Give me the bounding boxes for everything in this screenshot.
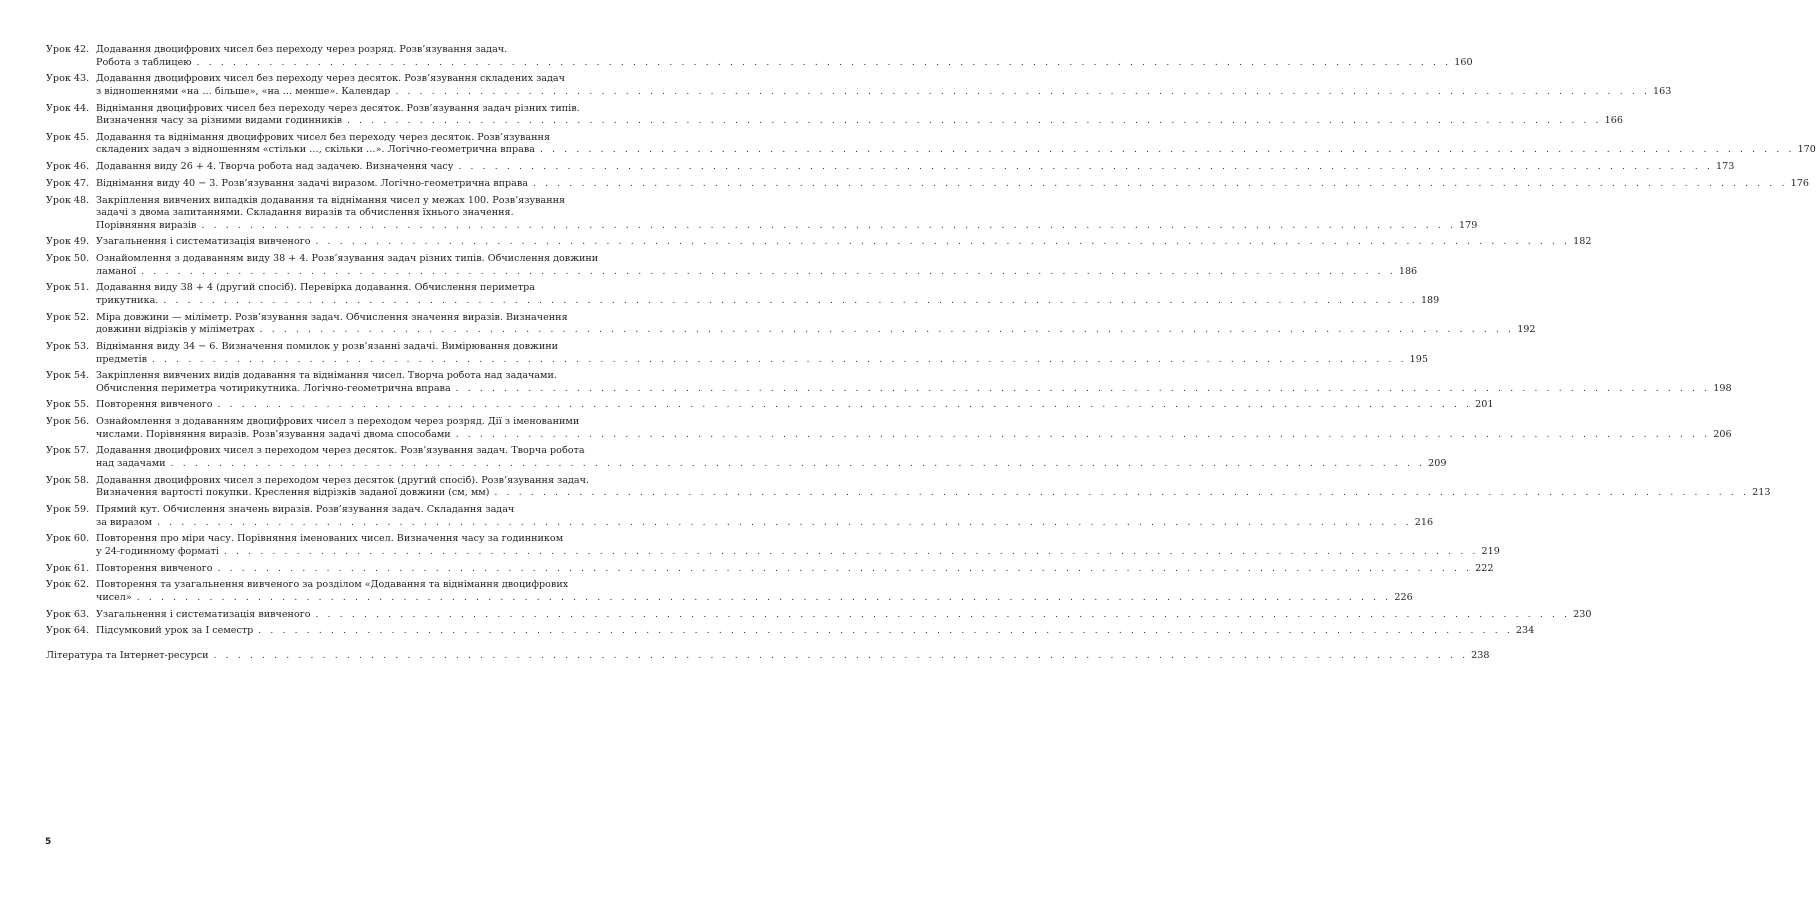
lesson-title — [96, 445, 1447, 470]
lesson-title-line: Додавання виду 26 + 4. Творча робота над задачею. Визначення часу — [96, 161, 454, 173]
lesson-title — [96, 177, 1809, 191]
lesson-title-last-line — [96, 399, 1494, 412]
lesson-title-last-line — [96, 591, 1413, 605]
lesson-title-last-line — [96, 236, 1592, 249]
lesson-title — [96, 282, 1440, 307]
lesson-number: Урок 60. — [46, 533, 90, 545]
page-number: 189 — [1420, 294, 1440, 306]
lesson-title-line: Закріплення вивчених випадків додавання та віднімання чисел у межах 100. Розв’язування — [96, 194, 566, 206]
lesson-number: Урок 48. — [46, 194, 90, 206]
lesson-title-line: Закріплення вивчених видів додавання та віднімання чисел. Творча робота над задачами. — [96, 370, 557, 382]
dot-leader: . . . . . . . . . . . . . . . . . . . . . . . . . . . . . . . . . . . . . . . . . . . . . . . . . . . . . . . . . . . . . . . . . . . . . . . . . . . . . . . . . . . . . . . . . . . . . . . . . . . . . . . . — [258, 626, 1513, 637]
lesson-number: Урок 43. — [46, 73, 90, 85]
page-number: 230 — [1573, 608, 1592, 620]
toc-entry — [46, 44, 1473, 69]
lesson-title-last-line — [96, 353, 1428, 367]
lesson-number: Урок 57. — [46, 445, 90, 457]
lesson-number: Урок 44. — [46, 102, 90, 114]
page-number: 192 — [1517, 324, 1536, 336]
dot-leader: . . . . . . . . . . . . . . . . . . . . . . . . . . . . . . . . . . . . . . . . . . . . . . . . . . . . . . . . . . . . . . . . . . . . . . . . . . . . . . . . . . . . . . . . . . . . . . . . . . . . . . . . — [395, 86, 1651, 97]
page-number: 226 — [1394, 591, 1413, 603]
lesson-title-line: Обчислення периметра чотирикутника. Логічно-геометрична вправа — [96, 382, 451, 394]
lesson-title-last-line — [96, 294, 1440, 308]
dot-leader: . . . . . . . . . . . . . . . . . . . . . . . . . . . . . . . . . . . . . . . . . . . . . . . . . . . . . . . . . . . . . . . . . . . . . . . . . . . . . . . . . . . . . . . . . . . . . . . . . . . . . . . . — [315, 609, 1571, 620]
page-number: 170 — [1797, 144, 1816, 156]
lesson-title — [96, 608, 1592, 622]
lesson-title — [96, 504, 1434, 529]
dot-leader: . . . . . . . . . . . . . . . . . . . . . . . . . . . . . . . . . . . . . . . . . . . . . . . . . . . . . . . . . . . . . . . . . . . . . . . . . . . . . . . . . . . . . . . . . . . . . . . . . . . . . . . . — [201, 220, 1457, 231]
dot-leader: . . . . . . . . . . . . . . . . . . . . . . . . . . . . . . . . . . . . . . . . . . . . . . . . . . . . . . . . . . . . . . . . . . . . . . . . . . . . . . . . . . . . . . . . . . . . . . . . . . . . . . . . — [157, 517, 1412, 528]
lesson-title-line: Підсумковий урок за І семестр — [96, 625, 254, 637]
page-number: 179 — [1459, 219, 1478, 231]
toc-entry — [46, 340, 1428, 366]
page-number: 186 — [1398, 265, 1418, 277]
lesson-title-line: предметів — [96, 353, 148, 365]
lesson-number: Урок 45. — [46, 131, 90, 143]
lesson-title — [96, 533, 1500, 558]
lesson-title — [96, 562, 1494, 576]
lesson-number: Урок 62. — [46, 579, 90, 591]
lesson-title-line: Додавання двоцифрових чисел без переходу через розряд. Розв’язування задач. — [96, 44, 508, 55]
lesson-title-line: Додавання двоцифрових чисел без переходу через десяток. Розв’язування складених задач — [96, 73, 565, 85]
lesson-title — [96, 474, 1771, 500]
lesson-title-last-line — [96, 56, 1473, 70]
page-folio: 5 — [45, 837, 52, 847]
page-number: 234 — [1515, 625, 1535, 637]
lesson-title-line: з відношеннями «на … більше», «на … менше». Календар — [96, 85, 391, 97]
lesson-title-line: Узагальнення і систематизація вивченого — [96, 608, 311, 620]
lesson-title-line: Робота з таблицею — [96, 56, 192, 68]
page-number: 198 — [1713, 382, 1732, 394]
lesson-title-last-line — [96, 625, 1535, 638]
page-number: 195 — [1409, 353, 1428, 365]
lesson-number: Урок 42. — [46, 44, 90, 55]
lesson-title-last-line — [96, 487, 1771, 500]
dot-leader: . . . . . . . . . . . . . . . . . . . . . . . . . . . . . . . . . . . . . . . . . . . . . . . . . . . . . . . . . . . . . . . . . . . . . . . . . . . . . . . . . . . . . . . . . . . . . . . . . . . . . . . . — [136, 592, 1392, 603]
lesson-title — [96, 236, 1592, 249]
lesson-number: Урок 53. — [46, 340, 90, 352]
lesson-title — [96, 131, 1816, 157]
dot-leader: . . . . . . . . . . . . . . . . . . . . . . . . . . . . . . . . . . . . . . . . . . . . . . . . . . . . . . . . . . . . . . . . . . . . . . . . . . . . . . . . . . . . . . . . . . . . . . . . . . . . . . . . — [217, 563, 1473, 574]
dot-leader: . . . . . . . . . . . . . . . . . . . . . . . . . . . . . . . . . . . . . . . . . . . . . . . . . . . . . . . . . . . . . . . . . . . . . . . . . . . . . . . . . . . . . . . . . . . . . . . . . . . . . . . . — [458, 162, 1714, 173]
lesson-title-last-line — [96, 144, 1816, 157]
lesson-title-line: у 24-годинному форматі — [96, 545, 219, 557]
dot-leader: . . . . . . . . . . . . . . . . . . . . . . . . . . . . . . . . . . . . . . . . . . . . . . . . . . . . . . . . . . . . . . . . . . . . . . . . . . . . . . . . . . . . . . . . . . . . . . . . . . . . . . . . — [141, 266, 1396, 277]
lesson-title — [96, 161, 1735, 174]
lesson-title-line: Міра довжини — міліметр. Розв’язування задач. Обчислення значення виразів. Визначення — [96, 311, 568, 323]
lesson-title-line: складених задач з відношенням «стільки …, скільки …». Логічно-геометрична вправа — [96, 144, 535, 156]
dot-leader: . . . . . . . . . . . . . . . . . . . . . . . . . . . . . . . . . . . . . . . . . . . . . . . . . . . . . . . . . . . . . . . . . . . . . . . . . . . . . . . . . . . . . . . . . . . . . . . . . . . . . . . . — [213, 650, 1469, 661]
lesson-title-line: Повторення вивченого — [96, 399, 213, 411]
lesson-title-line: числами. Порівняння виразів. Розв’язування задачі двома способами — [96, 428, 451, 440]
dot-leader: . . . . . . . . . . . . . . . . . . . . . . . . . . . . . . . . . . . . . . . . . . . . . . . . . . . . . . . . . . . . . . . . . . . . . . . . . . . . . . . . . . . . . . . . . . . . . . . . . . . . . . . . — [494, 488, 1750, 499]
lesson-title-last-line — [96, 545, 1500, 559]
lesson-number: Урок 51. — [46, 282, 90, 294]
lesson-title-line: Визначення часу за різними видами годинників — [96, 115, 343, 127]
lesson-number: Урок 46. — [46, 161, 90, 173]
page-number: 173 — [1716, 161, 1735, 173]
page-number: 238 — [1471, 649, 1490, 661]
lesson-title-line: довжини відрізків у міліметрах — [96, 324, 255, 336]
lesson-title — [96, 625, 1535, 638]
dot-leader: . . . . . . . . . . . . . . . . . . . . . . . . . . . . . . . . . . . . . . . . . . . . . . . . . . . . . . . . . . . . . . . . . . . . . . . . . . . . . . . . . . . . . . . . . . . . . . . . . . . . . . . . — [217, 400, 1473, 411]
lesson-title-line: Ознайомлення з додаванням двоцифрових чисел з переходом через розряд. Дії з іменованими — [96, 416, 580, 428]
lesson-title — [96, 194, 1478, 233]
lesson-title-last-line — [96, 324, 1536, 337]
dot-leader: . . . . . . . . . . . . . . . . . . . . . . . . . . . . . . . . . . . . . . . . . . . . . . . . . . . . . . . . . . . . . . . . . . . . . . . . . . . . . . . . . . . . . . . . . . . . . . . . . . . . . . . . — [259, 325, 1515, 336]
lesson-title-last-line — [96, 428, 1732, 442]
lesson-title-line: Узагальнення і систематизація вивченого — [96, 236, 311, 248]
lesson-title-last-line — [96, 382, 1732, 396]
lesson-number: Урок 50. — [46, 253, 90, 265]
lesson-title-line: Повторення вивченого — [96, 562, 213, 574]
toc-entry — [46, 474, 1771, 500]
lesson-title-line: Додавання та віднімання двоцифрових чисел без переходу через десяток. Розв’язування — [96, 131, 550, 143]
lesson-title — [96, 102, 1623, 128]
lesson-title-last-line — [96, 562, 1494, 576]
dot-leader: . . . . . . . . . . . . . . . . . . . . . . . . . . . . . . . . . . . . . . . . . . . . . . . . . . . . . . . . . . . . . . . . . . . . . . . . . . . . . . . . . . . . . . . . . . . . . . . . . . . . . . . . — [315, 237, 1571, 248]
toc-entry — [46, 579, 1413, 604]
toc-entry — [46, 504, 1434, 529]
dot-leader: . . . . . . . . . . . . . . . . . . . . . . . . . . . . . . . . . . . . . . . . . . . . . . . . . . . . . . . . . . . . . . . . . . . . . . . . . . . . . . . . . . . . . . . . . . . . . . . . . . . . . . . . — [152, 354, 1407, 365]
lesson-title-line: над задачами — [96, 458, 166, 470]
lesson-title-last-line — [96, 458, 1447, 471]
toc-entry — [46, 416, 1732, 441]
table-of-contents — [46, 44, 1816, 662]
lesson-title-line: чисел» — [96, 591, 132, 603]
lesson-number: Урок 49. — [46, 236, 90, 248]
lesson-title-line: задачі з двома запитаннями. Складання виразів та обчислення їхнього значення. — [96, 207, 514, 219]
lesson-title-line: Віднімання двоцифрових чисел без переходу через десяток. Розв’язування задач різних типів. — [96, 102, 580, 114]
lesson-title-line: Додавання виду 38 + 4 (другий спосіб). Перевірка додавання. Обчислення периметра — [96, 282, 535, 294]
lesson-title-line: Додавання двоцифрових чисел з переходом через десяток (другий спосіб). Розв’язування задач. — [96, 474, 590, 486]
lesson-title-line: Віднімання виду 34 − 6. Визначення помилок у розв’язанні задачі. Вимірювання довжини — [96, 340, 559, 352]
lesson-title-last-line — [96, 85, 1672, 99]
toc-entry — [46, 608, 1592, 622]
page-number: 166 — [1604, 115, 1623, 127]
lesson-title — [96, 579, 1413, 604]
toc-entry — [46, 102, 1623, 128]
lesson-title-last-line — [96, 161, 1735, 174]
lesson-title-line: Порівняння виразів — [96, 219, 197, 231]
toc-entry — [46, 445, 1447, 470]
page-number: 163 — [1653, 85, 1672, 97]
toc-entry — [46, 131, 1816, 157]
toc-entry — [46, 533, 1500, 558]
dot-leader: . . . . . . . . . . . . . . . . . . . . . . . . . . . . . . . . . . . . . . . . . . . . . . . . . . . . . . . . . . . . . . . . . . . . . . . . . . . . . . . . . . . . . . . . . . . . . . . . . . . . . . . . — [170, 459, 1426, 470]
lesson-number: Урок 55. — [46, 399, 90, 411]
toc-entry — [46, 253, 1418, 278]
lesson-number: Урок 59. — [46, 504, 90, 515]
lesson-number: Урок 61. — [46, 562, 90, 574]
page-number: 219 — [1481, 545, 1500, 557]
toc-entry — [46, 399, 1494, 412]
lesson-number: Урок 47. — [46, 177, 90, 189]
lesson-title — [96, 253, 1418, 278]
toc-entry — [46, 236, 1592, 249]
lesson-title-line: за виразом — [96, 516, 153, 528]
lesson-title-last-line — [96, 265, 1418, 279]
toc-entry — [46, 562, 1494, 576]
references-label: Література та Інтернет-ресурси — [46, 649, 209, 661]
dot-leader: . . . . . . . . . . . . . . . . . . . . . . . . . . . . . . . . . . . . . . . . . . . . . . . . . . . . . . . . . . . . . . . . . . . . . . . . . . . . . . . . . . . . . . . . . . . . . . . . . . . . . . . . — [539, 145, 1795, 156]
dot-leader: . . . . . . . . . . . . . . . . . . . . . . . . . . . . . . . . . . . . . . . . . . . . . . . . . . . . . . . . . . . . . . . . . . . . . . . . . . . . . . . . . . . . . . . . . . . . . . . . . . . . . . . . — [455, 429, 1711, 440]
lesson-title-line: ламаної — [96, 265, 137, 277]
toc-entry — [46, 625, 1535, 638]
lesson-title-last-line — [96, 219, 1478, 233]
toc-entry — [46, 282, 1440, 307]
lesson-title — [96, 370, 1732, 395]
page-number: 216 — [1414, 516, 1434, 528]
lesson-title — [96, 340, 1428, 366]
lesson-title-line: Прямий кут. Обчислення значень виразів. Розв’язування задач. Складання задач — [96, 504, 515, 515]
lesson-title-line: Ознайомлення з додаванням виду 38 + 4. Розв’язування задач різних типів. Обчислення довжини — [96, 253, 599, 265]
references-entry — [46, 649, 1490, 663]
lesson-title-last-line — [96, 177, 1809, 191]
lesson-number: Урок 63. — [46, 608, 90, 620]
toc-entry — [46, 177, 1809, 191]
page-number: 176 — [1790, 177, 1809, 189]
lesson-number: Урок 58. — [46, 474, 90, 486]
page-number: 209 — [1428, 458, 1447, 470]
lesson-title-line: Повторення про міри часу. Порівняння іменованих чисел. Визначення часу за годинником — [96, 533, 564, 545]
lesson-title — [96, 44, 1473, 69]
lesson-number: Урок 54. — [46, 370, 90, 382]
dot-leader: . . . . . . . . . . . . . . . . . . . . . . . . . . . . . . . . . . . . . . . . . . . . . . . . . . . . . . . . . . . . . . . . . . . . . . . . . . . . . . . . . . . . . . . . . . . . . . . . . . . . . . . . — [196, 57, 1452, 68]
dot-leader: . . . . . . . . . . . . . . . . . . . . . . . . . . . . . . . . . . . . . . . . . . . . . . . . . . . . . . . . . . . . . . . . . . . . . . . . . . . . . . . . . . . . . . . . . . . . . . . . . . . . . . . . — [533, 178, 1788, 189]
lesson-title — [96, 416, 1732, 441]
lesson-title-line: Додавання двоцифрових чисел з переходом через десяток. Розв’язування задач. Творча робота — [96, 445, 585, 457]
page-number: 222 — [1475, 562, 1494, 574]
lesson-number: Урок 64. — [46, 625, 90, 637]
dot-leader: . . . . . . . . . . . . . . . . . . . . . . . . . . . . . . . . . . . . . . . . . . . . . . . . . . . . . . . . . . . . . . . . . . . . . . . . . . . . . . . . . . . . . . . . . . . . . . . . . . . . . . . . — [347, 116, 1602, 127]
lesson-title-last-line — [96, 608, 1592, 622]
toc-entry — [46, 370, 1732, 395]
page-number: 206 — [1713, 428, 1732, 440]
lesson-title-line: Повторення та узагальнення вивченого за розділом «Додавання та віднімання двоцифрових — [96, 579, 569, 591]
toc-entry — [46, 161, 1735, 174]
lesson-number: Урок 56. — [46, 416, 90, 428]
lesson-title-line: Визначення вартості покупки. Креслення відрізків заданої довжини (см, мм) — [96, 487, 490, 499]
page-number: 201 — [1475, 399, 1494, 411]
lesson-title — [96, 399, 1494, 412]
page-number: 160 — [1454, 56, 1473, 68]
lesson-title-line: трикутника. — [96, 294, 159, 306]
dot-leader: . . . . . . . . . . . . . . . . . . . . . . . . . . . . . . . . . . . . . . . . . . . . . . . . . . . . . . . . . . . . . . . . . . . . . . . . . . . . . . . . . . . . . . . . . . . . . . . . . . . . . . . . — [455, 383, 1711, 394]
dot-leader: . . . . . . . . . . . . . . . . . . . . . . . . . . . . . . . . . . . . . . . . . . . . . . . . . . . . . . . . . . . . . . . . . . . . . . . . . . . . . . . . . . . . . . . . . . . . . . . . . . . . . . . . — [163, 295, 1418, 306]
page-number: 182 — [1573, 236, 1592, 248]
lesson-title-last-line — [96, 516, 1434, 530]
toc-entry — [46, 194, 1478, 233]
toc-entry — [46, 311, 1536, 337]
lesson-title — [96, 73, 1672, 98]
dot-leader: . . . . . . . . . . . . . . . . . . . . . . . . . . . . . . . . . . . . . . . . . . . . . . . . . . . . . . . . . . . . . . . . . . . . . . . . . . . . . . . . . . . . . . . . . . . . . . . . . . . . . . . . — [223, 546, 1479, 557]
lesson-title-line: Віднімання виду 40 − 3. Розв’язування задачі виразом. Логічно-геометрична вправа — [96, 177, 529, 189]
lesson-title-last-line — [96, 115, 1623, 128]
toc-entry — [46, 73, 1672, 98]
lesson-title — [96, 311, 1536, 337]
page-number: 213 — [1752, 487, 1771, 499]
lesson-number: Урок 52. — [46, 311, 90, 323]
